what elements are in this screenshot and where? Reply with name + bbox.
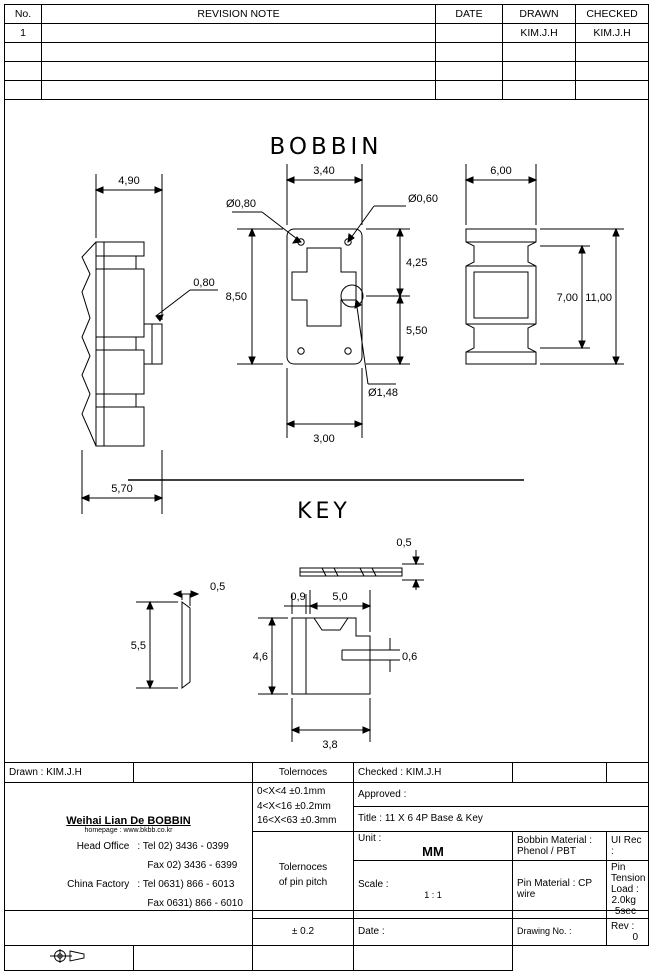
revision-date bbox=[436, 24, 503, 43]
title-block-table bbox=[4, 762, 649, 971]
revision-checked: KIM.J.H bbox=[576, 24, 649, 43]
title-row-projection bbox=[5, 945, 649, 970]
bobbin-front-view bbox=[287, 229, 363, 364]
revision-date bbox=[436, 62, 503, 81]
cad-drawing bbox=[4, 94, 649, 762]
dim-text-side-thickness: 0,80 bbox=[193, 277, 215, 289]
dim-text-right-inner: 7,00 bbox=[556, 292, 578, 304]
dim-text-key-front-slot: 0,6 bbox=[402, 651, 418, 663]
pin-pitch-cell bbox=[253, 831, 354, 918]
date-cell: Date : bbox=[354, 918, 513, 945]
dim-text-center-hole: Ø1,48 bbox=[368, 387, 398, 399]
head-office-tel: : Tel 02) 3436 - 0399 bbox=[137, 840, 229, 852]
dim-center-hole bbox=[355, 300, 398, 399]
dim-text-front-top: 3,40 bbox=[313, 165, 335, 177]
rev-cell bbox=[607, 918, 649, 945]
drawn-blank-cell bbox=[134, 763, 253, 783]
pin-material-cell: Pin Material : CP wire bbox=[513, 860, 607, 918]
tolerance-row-2: 4<X<16 ±0.2mm bbox=[257, 800, 331, 812]
dim-key-front-height bbox=[253, 618, 288, 694]
dim-hole-big bbox=[226, 198, 301, 243]
dim-right-inner bbox=[540, 246, 590, 348]
dim-text-key-front-height: 4,6 bbox=[252, 651, 268, 663]
revision-drawn: KIM.J.H bbox=[503, 24, 576, 43]
china-spacer bbox=[8, 894, 133, 913]
dim-text-side-width: 4,90 bbox=[118, 175, 140, 187]
rev-value: 0 bbox=[632, 931, 638, 943]
dim-right-width bbox=[466, 164, 536, 225]
drawn-value: KIM.J.H bbox=[46, 767, 82, 778]
checked-blank-cell bbox=[513, 763, 607, 783]
scale-cell bbox=[354, 860, 513, 918]
bobbin-side-view bbox=[82, 242, 162, 446]
dim-text-key-left-thickness: 0,5 bbox=[210, 581, 226, 593]
dim-side-thickness bbox=[156, 277, 218, 321]
dim-height-upper bbox=[366, 229, 427, 296]
company-name: Weihai Lian De BOBBIN bbox=[66, 814, 191, 827]
title-row-approved bbox=[5, 783, 649, 807]
revision-header-no: No. bbox=[5, 5, 42, 24]
company-homepage: homepage : www.bkbb.co.kr bbox=[84, 826, 173, 834]
tolerance-row-3: 16<X<63 ±0.3mm bbox=[257, 815, 337, 826]
dim-text-front-height: 8,50 bbox=[225, 291, 247, 303]
table-row bbox=[5, 62, 649, 81]
title-block bbox=[4, 762, 649, 943]
bobbin-title: BOBBIN bbox=[269, 134, 383, 160]
dim-front-top bbox=[287, 164, 362, 225]
projection-blank-2 bbox=[253, 945, 354, 970]
pin-pitch-label-2: of pin pitch bbox=[278, 876, 328, 888]
revision-no bbox=[5, 43, 42, 62]
dim-key-front-slot bbox=[370, 638, 417, 672]
table-row bbox=[5, 24, 649, 43]
dim-text-key-front-top: 5,0 bbox=[332, 591, 348, 603]
revision-note bbox=[42, 43, 436, 62]
title-row-drawn bbox=[5, 763, 649, 783]
unit-value: MM bbox=[422, 843, 444, 859]
approved-label: Approved : bbox=[358, 789, 407, 801]
bobbin-material-cell: Bobbin Material : Phenol / PBT bbox=[513, 831, 607, 860]
checked-cell bbox=[354, 763, 513, 783]
drawn-cell bbox=[5, 763, 134, 783]
china-fax: Fax 0631) 866 - 6010 bbox=[147, 897, 243, 909]
unit-cell bbox=[354, 831, 513, 860]
drawing-no-label: Drawing No. : bbox=[517, 926, 572, 936]
revision-note bbox=[42, 24, 436, 43]
pin-tension-label: Pin Tension Load : bbox=[611, 861, 646, 895]
contact-row-china bbox=[8, 875, 249, 894]
projection-blank-1 bbox=[134, 945, 253, 970]
tolerance-row-1: 0<X<4 ±0.1mm bbox=[257, 786, 326, 797]
dim-front-bottom bbox=[287, 368, 362, 445]
unit-label: Unit : bbox=[358, 832, 382, 844]
key-title: KEY bbox=[297, 499, 351, 524]
key-side-view bbox=[182, 602, 190, 688]
tolerance-list-cell bbox=[253, 783, 354, 832]
drawing-no-cell bbox=[513, 918, 607, 945]
pin-pitch-value-cell: ± 0.2 bbox=[253, 918, 354, 945]
dim-text-hole-small: Ø0,60 bbox=[408, 193, 438, 205]
title-label: Title : bbox=[358, 813, 383, 825]
dim-text-height-upper: 4,25 bbox=[406, 257, 428, 269]
dim-key-left-height bbox=[131, 602, 178, 688]
dim-text-front-bottom: 3,00 bbox=[313, 433, 335, 445]
projection-blank-3 bbox=[354, 945, 513, 970]
dim-front-height bbox=[226, 229, 283, 364]
dim-key-top-thickness bbox=[396, 537, 424, 590]
revision-drawn bbox=[503, 62, 576, 81]
revision-checked bbox=[576, 62, 649, 81]
dim-text-key-front-bottom: 3,8 bbox=[322, 739, 338, 751]
company-cell bbox=[5, 783, 253, 946]
pin-tension-value: 2.0kg 5sec bbox=[611, 894, 636, 917]
checked-blank-cell-2 bbox=[607, 763, 649, 783]
dim-key-front-bottom bbox=[292, 698, 370, 751]
key-top-view bbox=[300, 568, 402, 576]
dim-text-key-top-thickness: 0,5 bbox=[396, 537, 412, 549]
checked-label: Checked : bbox=[358, 767, 404, 778]
head-office-spacer bbox=[8, 856, 133, 875]
revision-header-checked: CHECKED bbox=[576, 5, 649, 24]
company-contact-table bbox=[8, 837, 249, 913]
dim-text-right-width: 6,00 bbox=[490, 165, 512, 177]
dim-text-side-bottom: 5,70 bbox=[111, 483, 133, 495]
key-front-view bbox=[292, 618, 370, 694]
scale-label: Scale : bbox=[358, 878, 389, 890]
dim-side-width bbox=[96, 174, 162, 320]
head-office-fax: Fax 02) 3436 - 6399 bbox=[147, 859, 238, 871]
scale-value: 1 : 1 bbox=[424, 889, 442, 900]
ul-rec-cell: UI Rec : bbox=[607, 831, 649, 860]
contact-row-head-fax bbox=[8, 856, 249, 875]
revision-drawn bbox=[503, 43, 576, 62]
contact-row-head-office bbox=[8, 837, 249, 856]
drawing-area bbox=[4, 94, 649, 762]
dim-text-key-front-left: 0,9 bbox=[290, 591, 306, 603]
title-cell bbox=[354, 807, 649, 831]
tolerances-label-cell: Tolernoces bbox=[253, 763, 354, 783]
revision-note bbox=[42, 62, 436, 81]
drawn-label: Drawn : bbox=[9, 767, 44, 778]
title-value: 11 X 6 4P Base & Key bbox=[384, 813, 483, 825]
first-angle-projection-icon bbox=[46, 948, 92, 964]
dim-text-right-outer: 11,00 bbox=[585, 292, 612, 304]
rev-label: Rev : bbox=[611, 920, 635, 932]
head-office-label: Head Office bbox=[76, 840, 130, 852]
dim-text-hole-big: Ø0,80 bbox=[226, 198, 256, 210]
revision-header-date: DATE bbox=[436, 5, 503, 24]
china-factory-label: China Factory bbox=[67, 878, 130, 890]
pin-pitch-label-1: Tolernoces bbox=[278, 861, 328, 873]
revision-header-note: REVISION NOTE bbox=[42, 5, 436, 24]
revision-no bbox=[5, 62, 42, 81]
contact-row-china-fax bbox=[8, 894, 249, 913]
dim-text-key-left-height: 5,5 bbox=[130, 640, 146, 652]
pin-tension-cell bbox=[607, 860, 649, 918]
china-tel: : Tel 0631) 866 - 6013 bbox=[137, 878, 235, 890]
dim-text-height-lower: 5,50 bbox=[406, 325, 428, 337]
revision-header-row bbox=[5, 5, 649, 24]
revision-date bbox=[436, 43, 503, 62]
checked-value: KIM.J.H bbox=[405, 767, 442, 778]
table-row bbox=[5, 43, 649, 62]
revision-table bbox=[4, 4, 649, 100]
dim-side-bottom bbox=[82, 450, 162, 514]
revision-checked bbox=[576, 43, 649, 62]
revision-header-drawn: DRAWN bbox=[503, 5, 576, 24]
approved-cell bbox=[354, 783, 649, 807]
bobbin-end-view bbox=[466, 229, 536, 364]
revision-no: 1 bbox=[5, 24, 42, 43]
dim-height-lower bbox=[366, 296, 427, 364]
projection-symbol-cell bbox=[5, 945, 134, 970]
